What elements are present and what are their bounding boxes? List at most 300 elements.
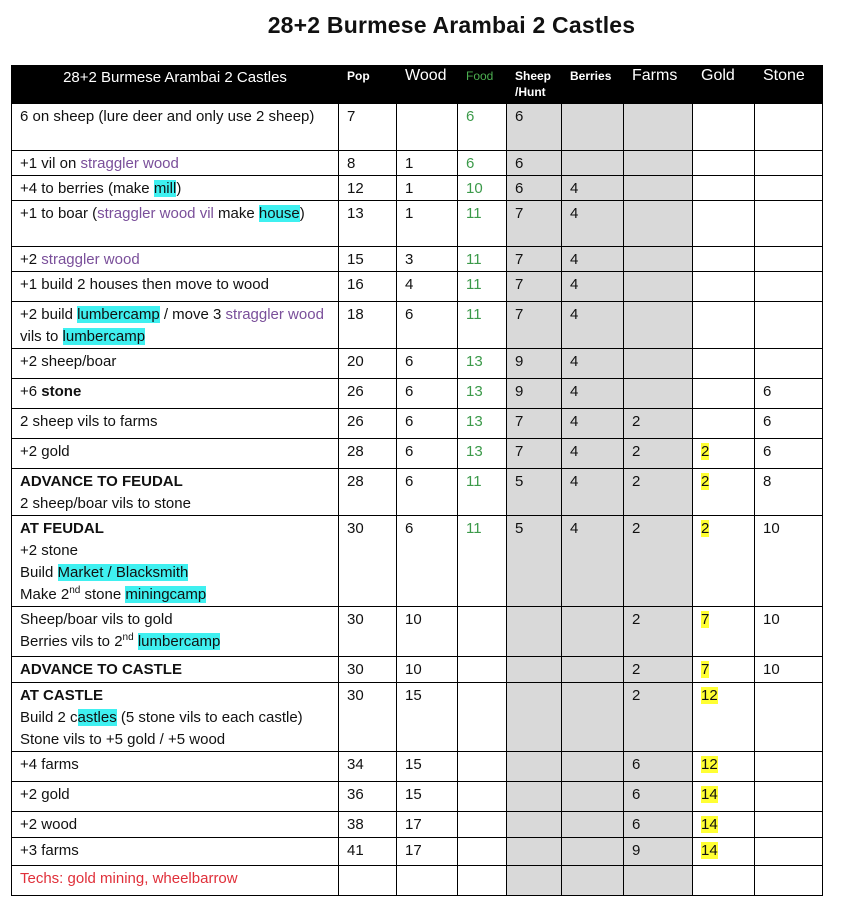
step-description: [12, 176, 339, 201]
berries-value: 4: [570, 383, 579, 400]
wood-value: 15: [405, 786, 422, 803]
cell-wood: [397, 104, 458, 151]
gold-value: 12: [701, 756, 718, 773]
cell-food: [458, 469, 507, 516]
berries-value: 4: [570, 251, 579, 268]
cell-farms: [624, 151, 693, 176]
cell-berries: [562, 247, 624, 272]
cell-gold: [693, 607, 755, 657]
cell-farms: [624, 607, 693, 657]
cell-wood: [397, 469, 458, 516]
pop-value: 13: [347, 205, 364, 222]
food-value: 11: [466, 205, 482, 222]
step-text: Build: [20, 564, 58, 581]
farms-value: 2: [632, 413, 641, 430]
cell-pop: [339, 379, 397, 409]
cell-gold: [693, 812, 755, 838]
step-text: nd: [122, 632, 134, 643]
highlighted-term: miningcamp: [125, 586, 207, 603]
cell-gold: [693, 379, 755, 409]
berries-value: 4: [570, 413, 579, 430]
cell-food: [458, 247, 507, 272]
food-value: 10: [466, 180, 483, 197]
cell-food: [458, 176, 507, 201]
cell-farms: [624, 782, 693, 812]
table-row: [12, 752, 823, 782]
food-value: 13: [466, 383, 483, 400]
step-text: +2 build: [20, 306, 78, 323]
sheep-value: 7: [515, 251, 524, 268]
pop-value: 28: [347, 473, 364, 490]
cell-gold: [693, 683, 755, 752]
cell-gold: [693, 104, 755, 151]
cell-pop: [339, 752, 397, 782]
step-text: 2 sheep/boar vils to stone: [20, 495, 191, 512]
gold-value: 7: [701, 611, 710, 628]
gold-value: 14: [701, 786, 718, 803]
pop-value: 28: [347, 443, 364, 460]
gold-value: 12: [701, 687, 718, 704]
berries-value: 4: [570, 306, 579, 323]
table-row: [12, 516, 823, 607]
cell-stone: [755, 516, 823, 607]
step-description: [12, 752, 339, 782]
cell-sheep: [507, 607, 562, 657]
cell-wood: [397, 439, 458, 469]
cell-stone: [755, 782, 823, 812]
cell-gold: [693, 657, 755, 683]
cell-sheep: [507, 302, 562, 349]
cell-gold: [693, 201, 755, 247]
gold-value: 7: [701, 661, 710, 678]
wood-value: 10: [405, 661, 422, 678]
berries-value: 4: [570, 443, 579, 460]
pop-value: 26: [347, 413, 364, 430]
cell-farms: [624, 272, 693, 302]
cell-gold: [693, 516, 755, 607]
cell-food: [458, 151, 507, 176]
table-row: [12, 469, 823, 516]
step-description: [12, 151, 339, 176]
step-text: +6: [20, 383, 42, 400]
gold-value: 2: [701, 443, 710, 460]
pop-value: 30: [347, 611, 364, 628]
cell-wood: [397, 349, 458, 379]
farms-value: 6: [632, 786, 641, 803]
cell-wood: [397, 866, 458, 896]
table-row: [12, 349, 823, 379]
step-text: / move 3: [159, 306, 226, 323]
step-description: [12, 866, 339, 896]
table-row: [12, 838, 823, 866]
farms-value: 6: [632, 816, 641, 833]
step-description: [12, 657, 339, 683]
cell-sheep: [507, 247, 562, 272]
cell-berries: [562, 752, 624, 782]
step-description: [12, 683, 339, 752]
document-title: 28+2 Burmese Arambai 2 Castles: [267, 12, 636, 38]
gold-value: 2: [701, 520, 710, 537]
cell-sheep: [507, 866, 562, 896]
cell-sheep: [507, 752, 562, 782]
farms-value: 9: [632, 842, 641, 859]
cell-wood: [397, 247, 458, 272]
wood-value: 3: [405, 251, 414, 268]
farms-value: 2: [632, 520, 641, 537]
cell-sheep: [507, 379, 562, 409]
cell-berries: [562, 866, 624, 896]
step-description: [12, 272, 339, 302]
table-row: [12, 176, 823, 201]
cell-sheep: [507, 201, 562, 247]
cell-stone: [755, 812, 823, 838]
cell-pop: [339, 201, 397, 247]
cell-wood: [397, 838, 458, 866]
step-description: [12, 812, 339, 838]
cell-sheep: [507, 812, 562, 838]
table-row: [12, 683, 823, 752]
gold-value: 14: [701, 842, 718, 859]
step-text: Stone vils to +5 gold / +5 wood: [20, 731, 226, 748]
cell-pop: [339, 469, 397, 516]
cell-wood: [397, 683, 458, 752]
header-wood: Wood: [397, 65, 458, 104]
header-step: 28+2 Burmese Arambai 2 Castles: [12, 65, 339, 104]
cell-sheep: [507, 104, 562, 151]
cell-wood: [397, 607, 458, 657]
cell-wood: [397, 409, 458, 439]
cell-berries: [562, 409, 624, 439]
cell-berries: [562, 782, 624, 812]
cell-gold: [693, 247, 755, 272]
cell-gold: [693, 752, 755, 782]
step-description: [12, 104, 339, 151]
table-row: [12, 409, 823, 439]
step-description: [12, 607, 339, 657]
header-berries: Berries: [562, 65, 624, 104]
food-value: 11: [466, 473, 482, 490]
cell-farms: [624, 866, 693, 896]
cell-gold: [693, 439, 755, 469]
cell-sheep: [507, 151, 562, 176]
farms-value: 2: [632, 687, 641, 704]
table-row: [12, 201, 823, 247]
cell-pop: [339, 683, 397, 752]
pop-value: 30: [347, 520, 364, 537]
step-text: Berries vils to 2: [20, 633, 123, 650]
stone-value: 6: [763, 413, 772, 430]
cell-farms: [624, 349, 693, 379]
step-description: [12, 379, 339, 409]
step-text: +1 vil on: [20, 155, 81, 172]
cell-food: [458, 516, 507, 607]
farms-value: 2: [632, 611, 641, 628]
cell-food: [458, 812, 507, 838]
farms-value: 2: [632, 661, 641, 678]
food-value: 13: [466, 353, 483, 370]
wood-value: 10: [405, 611, 422, 628]
cell-wood: [397, 516, 458, 607]
table-row: [12, 866, 823, 896]
step-text: +1 build 2 houses then move to wood: [20, 276, 269, 293]
cell-wood: [397, 379, 458, 409]
cell-farms: [624, 201, 693, 247]
cell-stone: [755, 379, 823, 409]
wood-value: 1: [405, 180, 414, 197]
cell-stone: [755, 247, 823, 272]
cell-farms: [624, 469, 693, 516]
cell-berries: [562, 469, 624, 516]
cell-berries: [562, 812, 624, 838]
farms-value: 2: [632, 443, 641, 460]
highlighted-term: Market / Blacksmith: [57, 564, 189, 581]
cell-berries: [562, 838, 624, 866]
cell-pop: [339, 409, 397, 439]
berries-value: 4: [570, 180, 579, 197]
food-value: 11: [466, 520, 482, 537]
wood-value: 6: [405, 413, 414, 430]
berries-value: 4: [570, 276, 579, 293]
food-value: 11: [466, 306, 482, 323]
step-text: ADVANCE TO FEUDAL: [20, 473, 183, 490]
cell-berries: [562, 104, 624, 151]
cell-pop: [339, 104, 397, 151]
table-row: [12, 302, 823, 349]
cell-pop: [339, 782, 397, 812]
cell-pop: [339, 247, 397, 272]
berries-value: 4: [570, 205, 579, 222]
cell-stone: [755, 349, 823, 379]
cell-stone: [755, 151, 823, 176]
cell-pop: [339, 812, 397, 838]
table-row: [12, 151, 823, 176]
step-description: [12, 247, 339, 272]
sheep-value: 7: [515, 443, 524, 460]
techs-note: Techs: gold mining, wheelbarrow: [20, 870, 238, 887]
cell-farms: [624, 439, 693, 469]
cell-berries: [562, 151, 624, 176]
food-value: 11: [466, 251, 482, 268]
cell-stone: [755, 302, 823, 349]
cell-sheep: [507, 439, 562, 469]
berries-value: 4: [570, 353, 579, 370]
cell-berries: [562, 607, 624, 657]
wood-value: 6: [405, 520, 414, 537]
straggler-term: straggler wood: [80, 155, 179, 172]
step-text: +4 farms: [20, 756, 79, 773]
straggler-term: straggler wood: [225, 306, 324, 323]
highlighted-term: lumbercamp: [77, 306, 160, 323]
gold-value: 14: [701, 816, 718, 833]
cell-berries: [562, 349, 624, 379]
cell-food: [458, 349, 507, 379]
pop-value: 38: [347, 816, 364, 833]
sheep-value: 5: [515, 473, 524, 490]
cell-farms: [624, 516, 693, 607]
cell-farms: [624, 752, 693, 782]
pop-value: 34: [347, 756, 364, 773]
step-description: [12, 201, 339, 247]
table-row: [12, 657, 823, 683]
wood-value: 6: [405, 383, 414, 400]
cell-stone: [755, 838, 823, 866]
cell-farms: [624, 838, 693, 866]
cell-berries: [562, 302, 624, 349]
cell-berries: [562, 176, 624, 201]
food-value: 11: [466, 276, 482, 293]
highlighted-term: lumbercamp: [137, 633, 221, 650]
step-text: nd: [69, 585, 81, 596]
step-text: +3 farms: [20, 842, 79, 859]
farms-value: 2: [632, 473, 641, 490]
cell-food: [458, 683, 507, 752]
cell-farms: [624, 409, 693, 439]
sheep-value: 7: [515, 205, 524, 222]
cell-gold: [693, 176, 755, 201]
cell-stone: [755, 409, 823, 439]
step-text: ): [176, 180, 182, 197]
sheep-value: 6: [515, 108, 524, 125]
cell-pop: [339, 439, 397, 469]
step-text: +1 to boar (: [20, 205, 98, 222]
sheep-value: 7: [515, 413, 524, 430]
table-row: [12, 607, 823, 657]
cell-food: [458, 379, 507, 409]
sheep-value: 9: [515, 383, 524, 400]
pop-value: 41: [347, 842, 364, 859]
cell-wood: [397, 752, 458, 782]
wood-value: 15: [405, 756, 422, 773]
cell-food: [458, 302, 507, 349]
cell-stone: [755, 866, 823, 896]
step-text: stone: [80, 586, 126, 603]
cell-berries: [562, 272, 624, 302]
step-description: [12, 409, 339, 439]
berries-value: 4: [570, 520, 579, 537]
step-text: +2 wood: [20, 816, 78, 833]
food-value: 6: [466, 155, 475, 172]
pop-value: 15: [347, 251, 364, 268]
cell-food: [458, 409, 507, 439]
cell-pop: [339, 302, 397, 349]
stone-value: 6: [763, 443, 772, 460]
step-text: Build 2 c: [20, 709, 78, 726]
step-text: stone: [41, 383, 82, 400]
berries-value: 4: [570, 473, 579, 490]
header-gold: Gold: [693, 65, 755, 104]
stone-value: 10: [763, 661, 780, 678]
cell-stone: [755, 657, 823, 683]
cell-sheep: [507, 657, 562, 683]
cell-gold: [693, 838, 755, 866]
step-text: (5 stone vils to each castle): [116, 709, 303, 726]
cell-wood: [397, 151, 458, 176]
cell-berries: [562, 683, 624, 752]
step-text: make: [213, 205, 259, 222]
cell-farms: [624, 683, 693, 752]
cell-food: [458, 752, 507, 782]
cell-sheep: [507, 349, 562, 379]
header-food: Food: [458, 65, 507, 104]
cell-gold: [693, 866, 755, 896]
step-text: +4 to berries (make: [20, 180, 154, 197]
cell-stone: [755, 752, 823, 782]
step-text: vils to: [20, 328, 63, 345]
table-row: [12, 439, 823, 469]
step-description: [12, 469, 339, 516]
cell-farms: [624, 104, 693, 151]
cell-food: [458, 866, 507, 896]
step-description: [12, 349, 339, 379]
cell-stone: [755, 607, 823, 657]
straggler-term: straggler wood vil: [97, 205, 214, 222]
cell-stone: [755, 469, 823, 516]
cell-pop: [339, 866, 397, 896]
cell-pop: [339, 349, 397, 379]
cell-pop: [339, 607, 397, 657]
header-farms: Farms: [624, 65, 693, 104]
cell-pop: [339, 516, 397, 607]
wood-value: 6: [405, 443, 414, 460]
cell-farms: [624, 247, 693, 272]
step-description: [12, 838, 339, 866]
step-text: Make 2: [20, 586, 70, 603]
highlighted-term: mill: [153, 180, 177, 197]
step-description: [12, 782, 339, 812]
sheep-value: 6: [515, 180, 524, 197]
straggler-term: straggler wood: [41, 251, 140, 268]
cell-farms: [624, 657, 693, 683]
cell-stone: [755, 201, 823, 247]
cell-stone: [755, 176, 823, 201]
sheep-value: 7: [515, 306, 524, 323]
wood-value: 6: [405, 306, 414, 323]
cell-sheep: [507, 782, 562, 812]
table-row: [12, 782, 823, 812]
cell-stone: [755, 439, 823, 469]
step-text: +2: [20, 251, 42, 268]
cell-food: [458, 607, 507, 657]
cell-food: [458, 104, 507, 151]
pop-value: 20: [347, 353, 364, 370]
cell-stone: [755, 683, 823, 752]
food-value: 13: [466, 443, 483, 460]
cell-sheep: [507, 272, 562, 302]
cell-gold: [693, 272, 755, 302]
sheep-value: 9: [515, 353, 524, 370]
cell-sheep: [507, 409, 562, 439]
cell-farms: [624, 379, 693, 409]
highlighted-term: astles: [77, 709, 117, 726]
wood-value: 1: [405, 205, 414, 222]
step-text: +2 gold: [20, 443, 70, 460]
cell-food: [458, 272, 507, 302]
cell-pop: [339, 272, 397, 302]
stone-value: 8: [763, 473, 772, 490]
cell-gold: [693, 782, 755, 812]
sheep-value: 5: [515, 520, 524, 537]
step-text: ): [299, 205, 305, 222]
header-row: [12, 65, 823, 104]
stone-value: 10: [763, 520, 780, 537]
pop-value: 36: [347, 786, 364, 803]
food-value: 6: [466, 108, 475, 125]
cell-food: [458, 201, 507, 247]
cell-food: [458, 439, 507, 469]
cell-gold: [693, 302, 755, 349]
step-text: Sheep/boar vils to gold: [20, 611, 173, 628]
cell-pop: [339, 838, 397, 866]
